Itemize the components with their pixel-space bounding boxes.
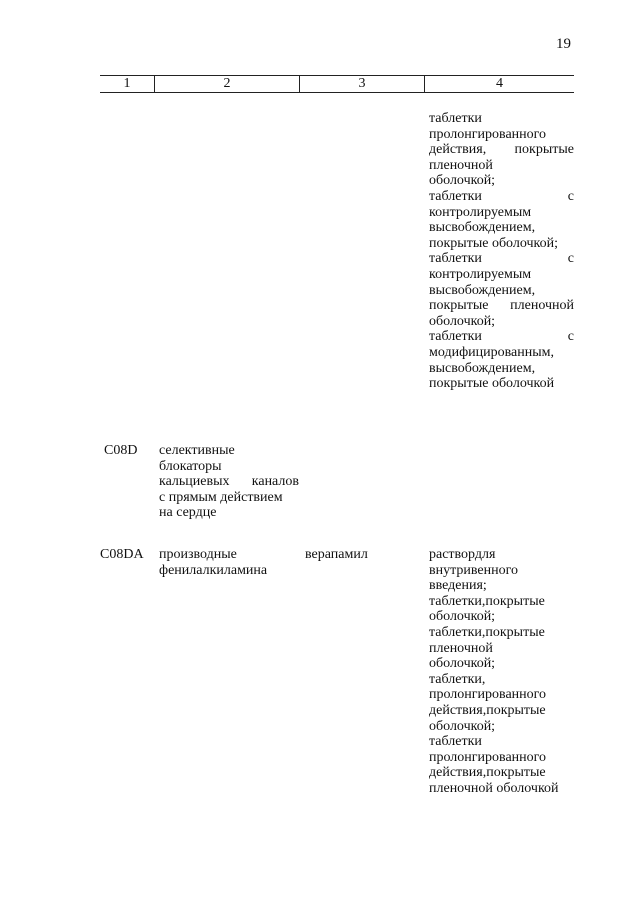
dosage-form-line xyxy=(429,703,574,719)
page-number: 19 xyxy=(556,36,571,52)
header-col-2: 2 xyxy=(223,76,231,91)
dosage-form-line xyxy=(429,267,574,283)
dosage-form-line xyxy=(429,672,574,688)
dosage-form-line-word: высвобождением, xyxy=(429,220,536,236)
dosage-form-line-word: с xyxy=(567,329,574,345)
dosage-form-line-word: пленочной xyxy=(510,298,574,314)
dosage-form-line xyxy=(429,656,574,672)
dosage-form-line-word: таблетки xyxy=(429,111,482,126)
dosage-form-line xyxy=(429,205,574,221)
dosage-form-line xyxy=(429,719,574,735)
dosage-form-line xyxy=(429,750,574,766)
dosage-form-line-word: оболочкой; xyxy=(429,609,496,625)
group-name-line xyxy=(159,443,299,459)
dosage-form-line-word: пленочной xyxy=(429,157,493,173)
dosage-form-line-word: пленочной xyxy=(429,640,493,656)
dosage-form-line-word: покрытые xyxy=(485,624,545,640)
dosage-form-line xyxy=(429,734,574,750)
dosage-form-line xyxy=(429,361,574,377)
dosage-form-line xyxy=(429,142,574,158)
drug-name-verapamil: верапамил xyxy=(305,547,368,562)
group-name-line-word: блокаторы xyxy=(159,458,222,474)
dosage-form-line xyxy=(429,563,574,579)
dosage-form-line xyxy=(429,314,574,330)
dosage-form-line-word: действия, xyxy=(429,765,487,781)
dosage-form-line-word: контролируемым xyxy=(429,204,532,220)
dosage-form-line-word: раствор xyxy=(429,547,475,562)
dosage-form-line-word: покрытые xyxy=(514,142,574,158)
dosage-form-line-word: для xyxy=(474,547,496,562)
dosage-form-line xyxy=(429,594,574,610)
group-name-line xyxy=(159,474,299,490)
dosage-form-line xyxy=(429,158,574,174)
header-col-3: 3 xyxy=(358,76,366,91)
dosage-form-line-word: внутривенного xyxy=(429,562,519,578)
group-name-line xyxy=(159,505,299,521)
dosage-form-line xyxy=(429,173,574,189)
group-name-c08d xyxy=(159,443,299,521)
dosage-form-line xyxy=(429,127,574,143)
dosage-form-line-word: покрытые xyxy=(486,702,546,718)
dosage-form-line-word: таблетки xyxy=(429,734,482,750)
dosage-form-line-word: таблетки, xyxy=(429,593,486,609)
dosage-form-line xyxy=(429,220,574,236)
dosage-form-line xyxy=(429,376,574,392)
dosage-form-line-word: покрытые оболочкой xyxy=(429,376,555,392)
dosage-form-line xyxy=(429,298,574,314)
dosage-form-line-word: пролонгированного xyxy=(429,749,547,765)
dosage-form-line-word: высвобождением, xyxy=(429,360,536,376)
dosage-form-line xyxy=(429,687,574,703)
dosage-form-line xyxy=(429,189,574,205)
dosage-form-line xyxy=(429,329,574,345)
group-name-line xyxy=(159,547,299,563)
dosage-form-line-word: таблетки, xyxy=(429,624,486,640)
group-name-line-word: производные xyxy=(159,547,237,562)
dosage-forms-c08da xyxy=(429,547,574,797)
dosage-form-line xyxy=(429,609,574,625)
dosage-form-line-word: таблетки xyxy=(429,329,482,345)
dosage-form-line-word: таблетки, xyxy=(429,671,486,687)
dosage-form-line-word: оболочкой; xyxy=(429,718,496,734)
header-bottom-rule xyxy=(100,92,574,93)
group-name-line xyxy=(159,490,299,506)
dosage-form-line-word: оболочкой; xyxy=(429,173,496,189)
dosage-form-line-word: с xyxy=(567,188,574,204)
dosage-form-line-word: модифицированным, xyxy=(429,344,555,360)
dosage-form-line-word: оболочкой; xyxy=(429,313,496,329)
dosage-form-line-word: контролируемым xyxy=(429,266,532,282)
dosage-form-line xyxy=(429,641,574,657)
dosage-form-line-word: введения; xyxy=(429,578,487,594)
atc-code-c08da: C08DA xyxy=(100,547,144,562)
dosage-form-line-word: пленочной оболочкой xyxy=(429,780,559,796)
dosage-form-line xyxy=(429,781,574,797)
group-name-line xyxy=(159,563,299,579)
group-name-line-word: селективные xyxy=(159,443,235,458)
header-col-4: 4 xyxy=(496,76,503,91)
dosage-form-line xyxy=(429,578,574,594)
group-name-line-word: фенилалкиламина xyxy=(159,562,268,578)
dosage-form-line-word: пролонгированного xyxy=(429,687,547,703)
group-name-line xyxy=(159,459,299,475)
atc-code-c08d: C08D xyxy=(104,443,138,458)
dosage-form-line-word: оболочкой; xyxy=(429,656,496,672)
dosage-form-line xyxy=(429,345,574,361)
dosage-form-line-word: высвобождением, xyxy=(429,282,536,298)
dosage-form-line-word: таблетки xyxy=(429,188,482,204)
dosage-form-line xyxy=(429,547,574,563)
continued-dosage-forms xyxy=(429,111,574,392)
dosage-form-line xyxy=(429,236,574,252)
dosage-form-line xyxy=(429,765,574,781)
dosage-form-line-word: действия, xyxy=(429,142,487,158)
group-name-line-word: кальциевых xyxy=(159,474,230,490)
group-name-line-word: на сердце xyxy=(159,505,217,521)
dosage-form-line xyxy=(429,283,574,299)
dosage-form-line-word: пролонгированного xyxy=(429,126,547,142)
group-name-line-word: каналов xyxy=(251,474,299,490)
dosage-form-line-word: покрытые xyxy=(429,298,489,314)
dosage-form-line xyxy=(429,111,574,127)
dosage-form-line xyxy=(429,625,574,641)
dosage-form-line-word: таблетки xyxy=(429,251,482,267)
dosage-form-line-word: покрытые оболочкой; xyxy=(429,235,559,251)
dosage-form-line-word: покрытые xyxy=(485,593,545,609)
dosage-form-line xyxy=(429,251,574,267)
dosage-form-line-word: действия, xyxy=(429,702,487,718)
dosage-form-line-word: с xyxy=(567,251,574,267)
group-name-c08da xyxy=(159,547,299,578)
header-col-1: 1 xyxy=(123,76,131,91)
group-name-line-word: с прямым действием xyxy=(159,489,283,505)
dosage-form-line-word: покрытые xyxy=(486,765,546,781)
